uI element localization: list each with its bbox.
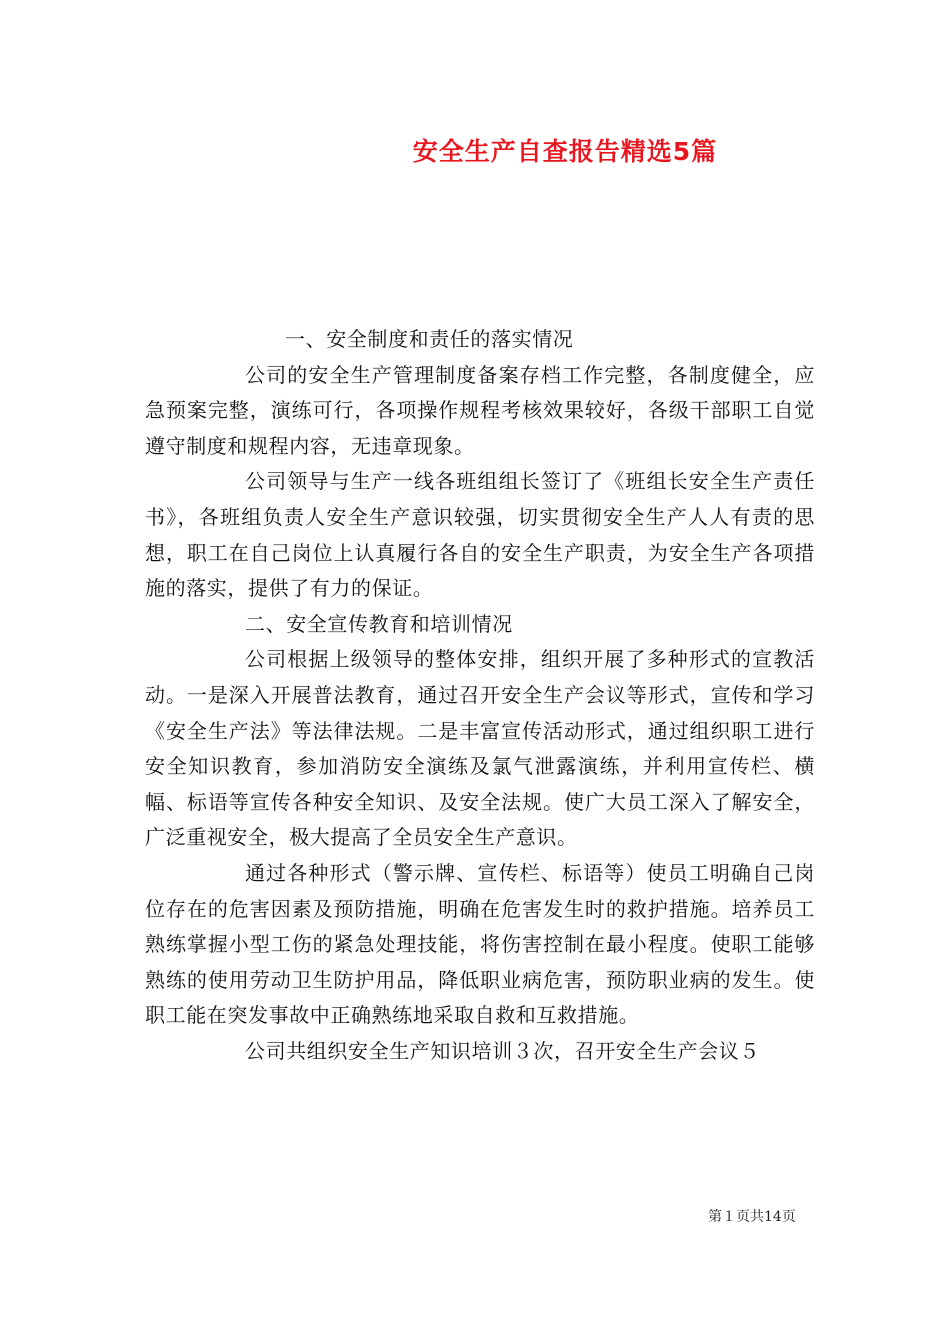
paragraph: 公司的安全生产管理制度备案存档工作完整，各制度健全，应急预案完整，演练可行，各项操作规程考核效果较好，各级干部职工自觉遵守制度和规程内容，无违章现象。 xyxy=(145,362,815,458)
paragraph: 公司共组织安全生产知识培训３次，召开安全生产会议５ xyxy=(245,1038,760,1063)
paragraph: 公司领导与生产一线各班组组长签订了《班组长安全生产责任书》，各班组负责人安全生产意识较强，切实贯彻安全生产人人有责的思想，职工在自己岗位上认真履行各自的安全生产职责，为安全生产各项措施的落实，提供了有力的保证。 xyxy=(145,469,815,601)
document-title: 安全生产自查报告精选5篇 xyxy=(412,137,718,166)
page-number: 第１页共14页 xyxy=(708,1209,796,1225)
paragraph: 通过各种形式（警示牌、宣传栏、标语等）使员工明确自己岗位存在的危害因素及预防措施，明确在危害发生时的救护措施。培养员工熟练掌握小型工伤的紧急处理技能，将伤害控制在最小程度。使职工能够熟练的使用劳动卫生防护用品，降低职业病危害，预防职业病的发生。使职工能在突发事故中正确熟练地采取自救和互救措施。 xyxy=(145,860,815,1028)
section-heading-1: 一、安全制度和责任的落实情况 xyxy=(285,327,574,351)
paragraph: 公司根据上级领导的整体安排，组织开展了多种形式的宣教活动。一是深入开展普法教育，通过召开安全生产会议等形式，宣传和学习《安全生产法》等法律法规。二是丰富宣传活动形式，通过组织职工进行安全知识教育，参加消防安全演练及氯气泄露演练，并利用宣传栏、横幅、标语等宣传各种安全知识、及安全法规。使广大员工深入了解安全，广泛重视安全，极大提高了全员安全生产意识。 xyxy=(145,647,815,850)
section-heading-2: 二、安全宣传教育和培训情况 xyxy=(245,611,513,636)
document-body xyxy=(145,322,815,1069)
